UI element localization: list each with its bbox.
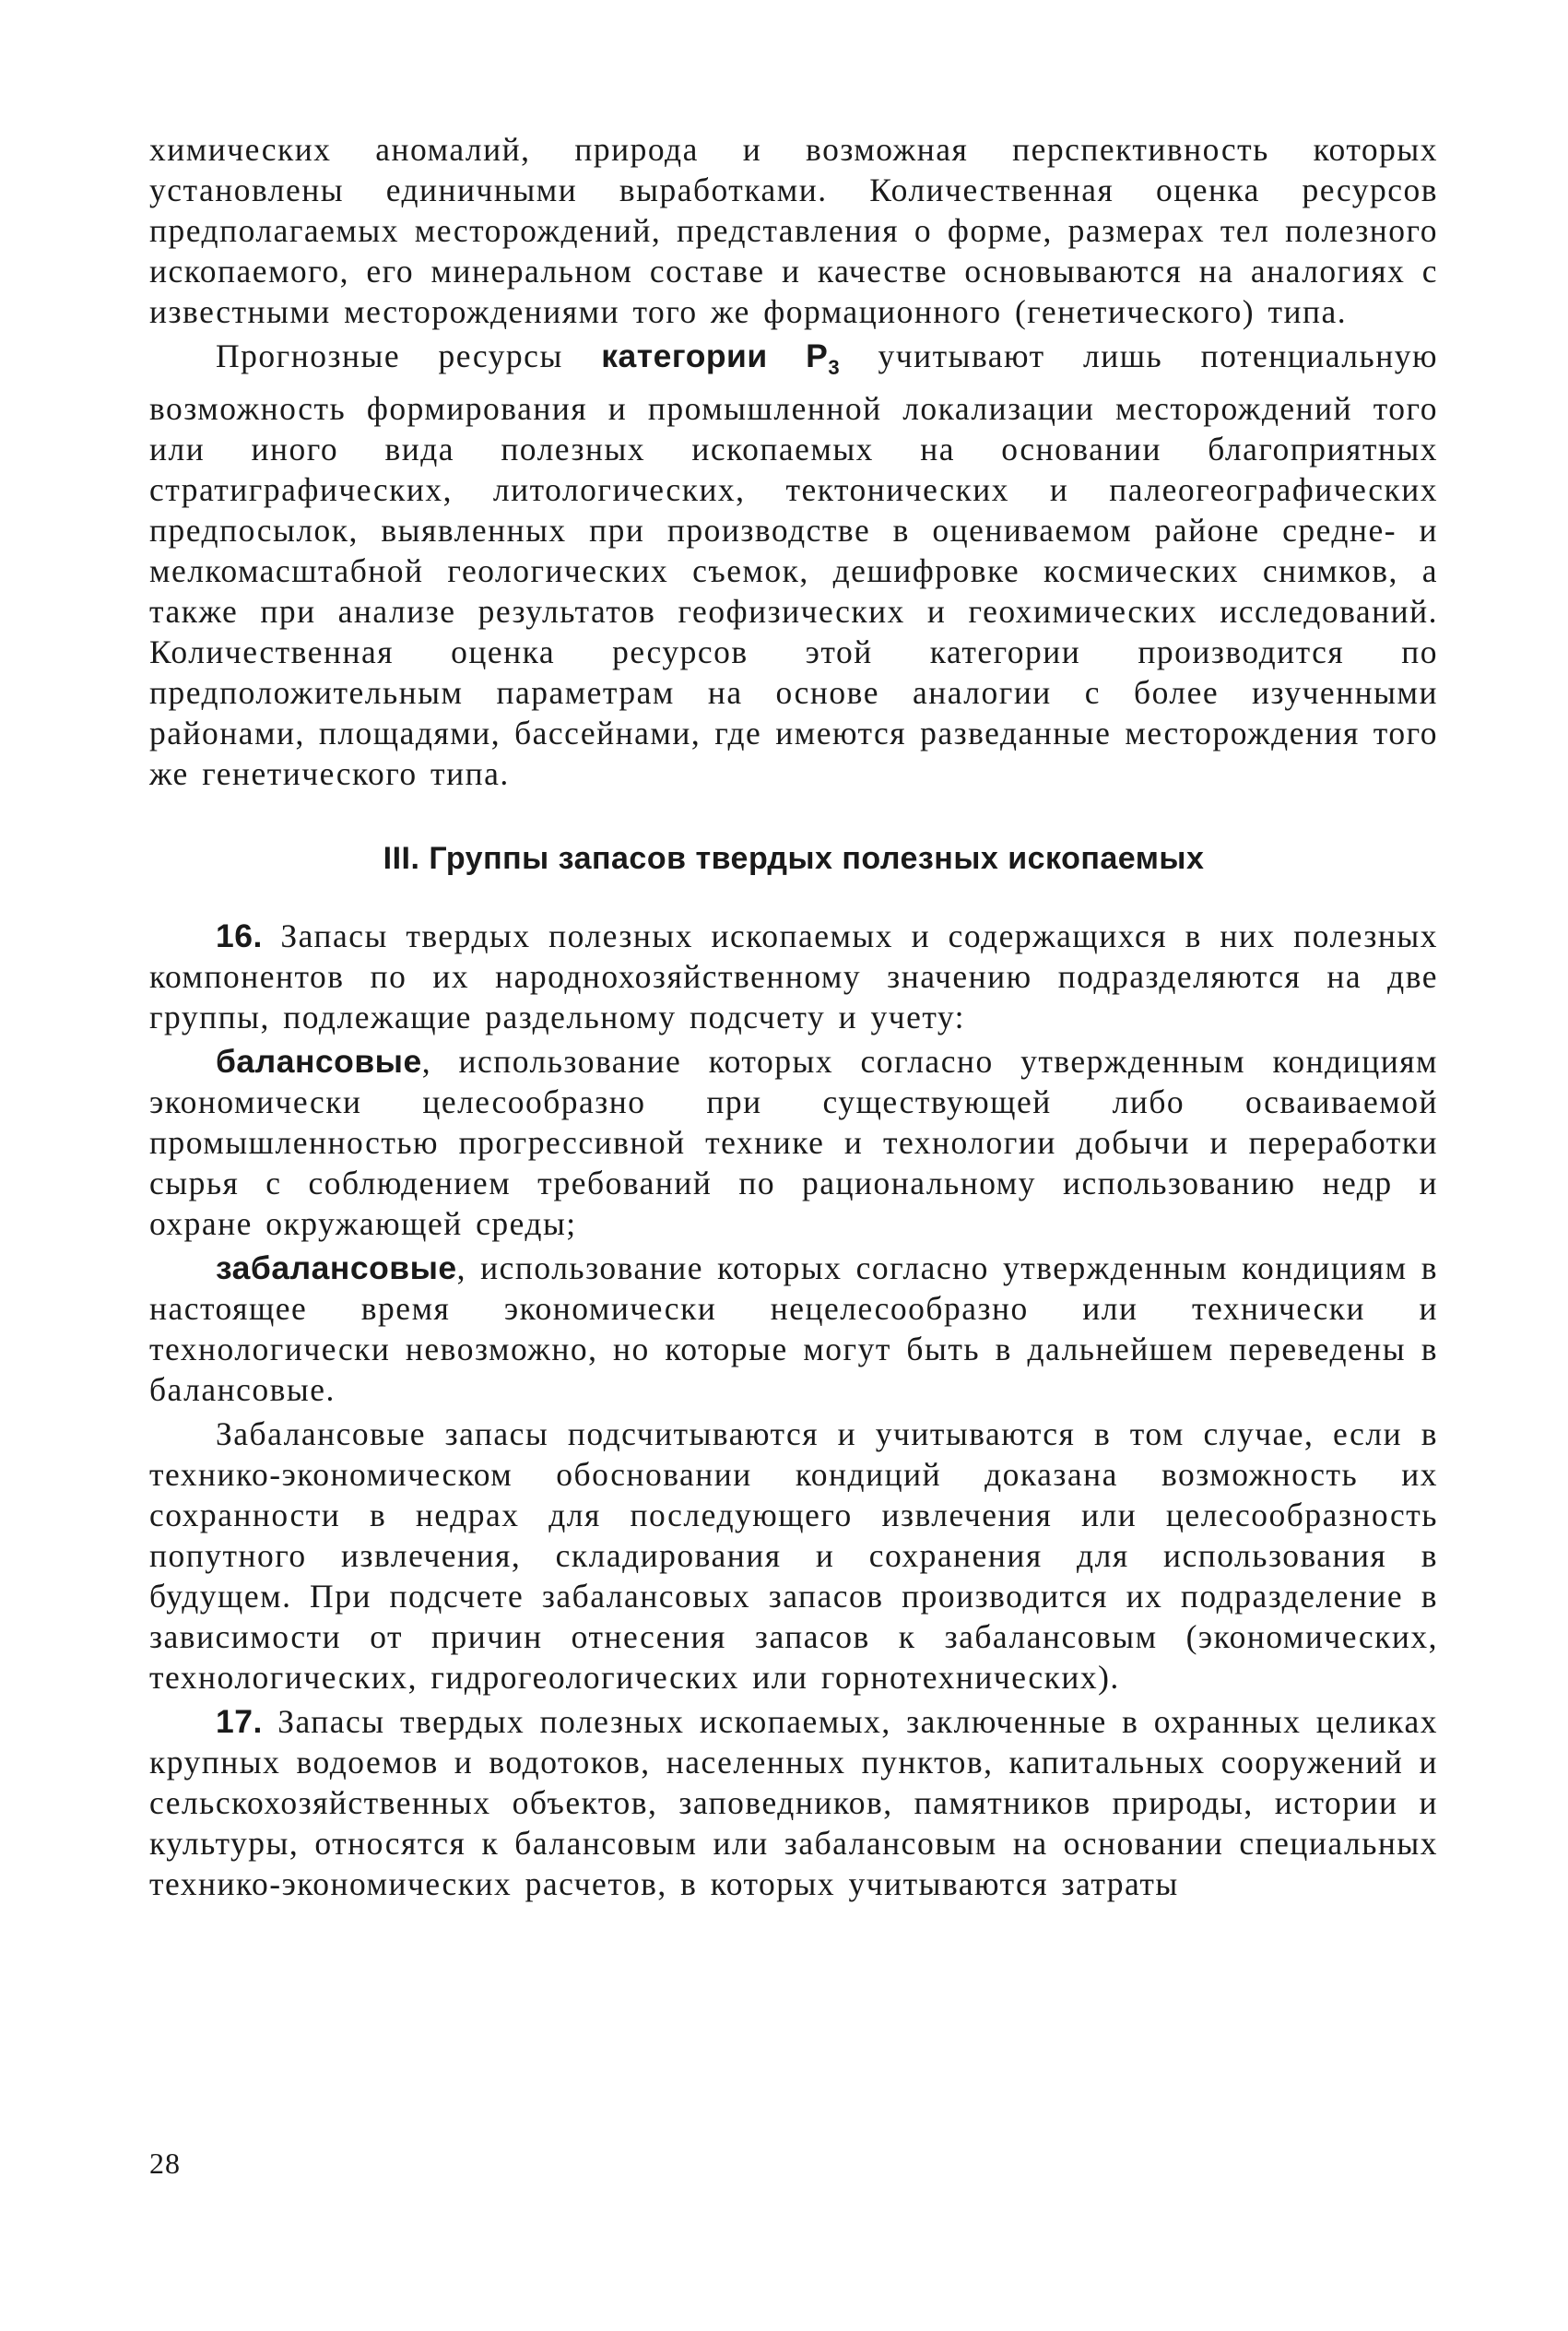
term-subscript: 3: [828, 356, 841, 380]
term-balance: балансовые: [216, 1043, 422, 1081]
paragraph-off-balance-count: [149, 1414, 1438, 1698]
paragraph-text: Забалансовые запасы подсчитываются и учитываются в том случае, если в технико-экономическом обосновании кондиций доказана возможность их сохранности в недрах для последующего извлечения или целесообразность попутного извлечения, складирования и сохранения для использования в будущем. При подсчете забалансовых запасов производится их подразделение в зависимости от причин отнесения запасов к забалансовым (экономических, технологических, гидрогеологических или горнотехнических).: [149, 1415, 1438, 1697]
paragraph-item-17: [149, 1701, 1438, 1904]
paragraph-text: Прогнозные ресурсы: [216, 337, 602, 374]
paragraph-balance: [149, 1041, 1438, 1244]
paragraph-text: , использование которых согласно утвержденным кондициям в настоящее время экономически нецелесообразно или технически и технологически невозможно, но которые могут быть в дальнейшем переведены в балансовые.: [149, 1249, 1438, 1409]
term-off-balance: забалансовые: [216, 1249, 457, 1287]
item-number: 17.: [216, 1703, 263, 1741]
paragraph-item-16: [149, 916, 1438, 1037]
paragraph-text: учитывают лишь потенциальную возможность формирования и промышленной локализации месторождений того или иного вида полезных ископаемых на основании благоприятных стратиграфических, литологических, тектонических и палеогеографических предпосылок, выявленных при производстве в оцениваемом районе средне- и мелкомасштабной геологических съемок, дешифровке космических снимков, а также при анализе результатов геофизических и геохимических исследований. Количественная оценка ресурсов этой категории производится по предположительным параметрам на основе аналогии с более изученными районами, площадями, бассейнами, где имеются разведанные месторождения того же генетического типа.: [149, 337, 1438, 793]
paragraph-off-balance: [149, 1248, 1438, 1410]
document-page: [149, 129, 1438, 1904]
paragraph-text: Запасы твердых полезных ископаемых и содержащихся в них полезных компонентов по их народнохозяйственному значению подразделяются на две группы, подлежащие раздельному подсчету и учету:: [149, 917, 1438, 1036]
term-category: категории Р: [601, 337, 829, 374]
section-heading: III. Группы запасов твердых полезных ископаемых: [383, 841, 1205, 877]
paragraph-text: Запасы твердых полезных ископаемых, заключенные в охранных целиках крупных водоемов и водотоков, населенных пунктов, капитальных сооружений и сельскохозяйственных объектов, заповедников, памятников природы, истории и культуры, относятся к балансовым или забалансовым на основании специальных технико-экономических расчетов, в которых учитываются затраты: [149, 1703, 1438, 1903]
paragraph-continuation: [149, 129, 1438, 332]
paragraph-text: химических аномалий, природа и возможная перспективность которых установлены единичными выработками. Количественная оценка ресурсов предполагаемых месторождений, представления о форме, размерах тел полезного ископаемого, его минеральном составе и качестве основываются на аналогиях с известными месторождениями того же формационного (генетического) типа.: [149, 131, 1438, 330]
page-number: 28: [149, 2147, 181, 2180]
paragraph-category-p3: [149, 336, 1438, 794]
item-number: 16.: [216, 917, 263, 955]
paragraph-text: , использование которых согласно утвержденным кондициям экономически целесообразно при существующей либо осваиваемой промышленностью прогрессивной технике и технологии добычи и переработки сырья с соблюдением требований по рациональному использованию недр и охране окружающей среды;: [149, 1043, 1438, 1243]
